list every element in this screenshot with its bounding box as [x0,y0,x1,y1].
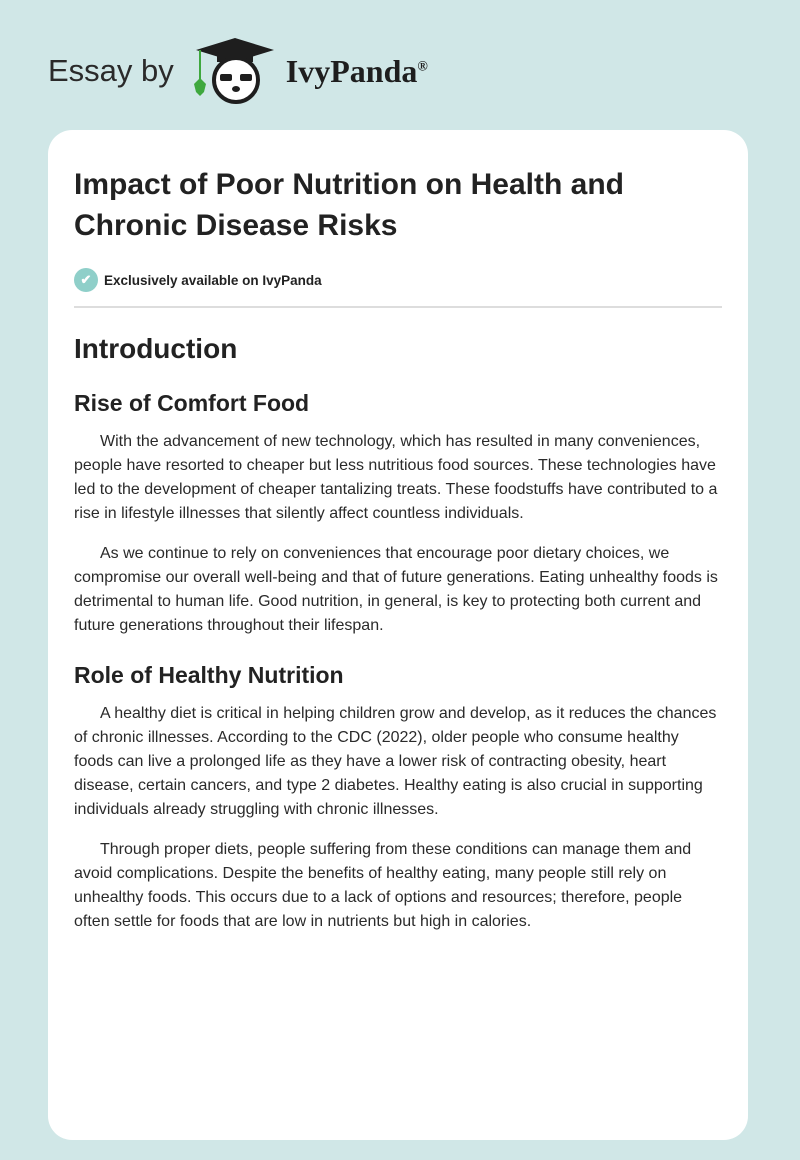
subsection-heading: Role of Healthy Nutrition [74,662,344,688]
exclusive-label: Exclusively available on IvyPanda [104,272,322,288]
essay-card [48,130,748,1140]
exclusive-badge [74,268,722,292]
paragraph: Through proper diets, people suffering from these conditions can manage them and avoid complications. Despite the benefits of healthy eating, many people still rely on unhealthy foods. This occurs due to a lack of options and resources; therefore, people often settle for foods that are low in nutrients but high in calories. [74,841,692,930]
divider [74,306,722,308]
site-header [48,36,428,106]
paragraph: A healthy diet is critical in helping children grow and develop, as it reduces the chances of chronic illnesses. According to the CDC (2022), older people who consume healthy foods can live a prolonged life as they have a lower risk of contracting obesity, heart disease, certain cancers, and type 2 diabetes. Healthy eating is also crucial in supporting individuals already struggling with chronic illnesses. [74,705,717,818]
panda-logo-icon[interactable] [192,36,278,106]
paragraph: As we continue to rely on conveniences that encourage poor dietary choices, we compromise our overall well-being and that of future generations. Eating unhealthy foods is detrimental to human life. Good nutrition, in general, is key to protecting both current and future generations throughout their lifespan. [74,545,718,634]
paragraph: With the advancement of new technology, which has resulted in many conveniences, people have resorted to cheaper but less nutritious food sources. These technologies have led to the development of cheaper tantalizing treats. These foodstuffs have contributed to a rise in lifestyle illnesses that silently affect countless individuals. [74,433,718,522]
check-icon: ✔ [74,268,98,292]
subsection-heading: Rise of Comfort Food [74,390,310,416]
essay-by-label: Essay by [48,53,174,88]
essay-title: Impact of Poor Nutrition on Health and Chronic Disease Risks [74,168,624,242]
section-heading: Introduction [74,333,238,364]
brand-name: IvyPanda® [285,52,428,89]
